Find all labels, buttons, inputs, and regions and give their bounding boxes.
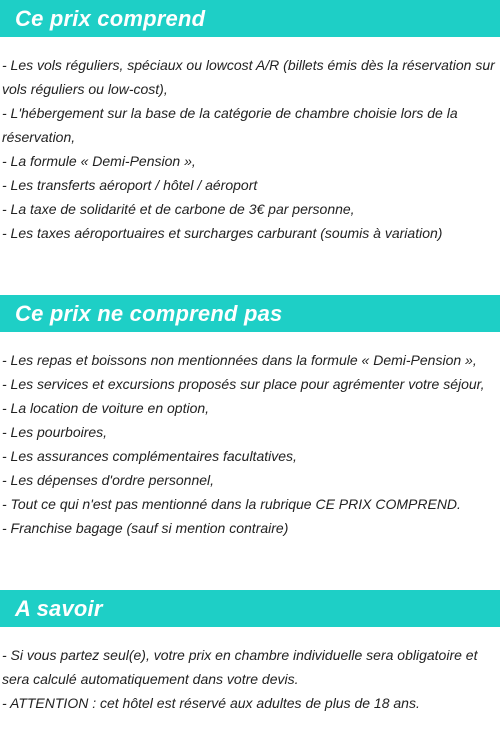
section-a-savoir-header: [0, 590, 500, 627]
included-list: [0, 53, 500, 245]
list-item: - La location de voiture en option,: [2, 400, 210, 416]
list-item: - L'hébergement sur la base de la catégorie de chambre choisie lors de la réservation,: [2, 105, 458, 145]
section-included-title: Ce prix comprend: [15, 5, 206, 31]
list-item: - La taxe de solidarité et de carbone de 3€ par personne,: [2, 201, 355, 217]
list-item: - Les assurances complémentaires facultatives,: [2, 448, 297, 464]
section-included-header: [0, 0, 500, 37]
list-item: - Les taxes aéroportuaires et surcharges carburant (soumis à variation): [2, 225, 443, 241]
list-item: - Tout ce qui n'est pas mentionné dans la rubrique CE PRIX COMPREND.: [2, 496, 461, 512]
list-item: - Les vols réguliers, spéciaux ou lowcost A/R (billets émis dès la réservation sur vols réguliers ou low-cost),: [2, 57, 495, 97]
section-not-included-header: [0, 295, 500, 332]
list-item: - Les dépenses d'ordre personnel,: [2, 472, 215, 488]
list-item: - Les repas et boissons non mentionnées dans la formule « Demi-Pension »,: [2, 352, 477, 368]
section-a-savoir: [0, 590, 500, 715]
list-item: - Les services et excursions proposés sur place pour agrémenter votre séjour,: [2, 376, 485, 392]
list-item: - Les pourboires,: [2, 424, 108, 440]
section-not-included: [0, 295, 500, 540]
list-item: - Franchise bagage (sauf si mention contraire): [2, 520, 289, 536]
section-included: [0, 0, 500, 245]
list-item: - La formule « Demi-Pension »,: [2, 153, 196, 169]
section-a-savoir-title: A savoir: [15, 595, 103, 621]
list-item: - Les transferts aéroport / hôtel / aéroport: [2, 177, 258, 193]
list-item: - ATTENTION : cet hôtel est réservé aux adultes de plus de 18 ans.: [2, 695, 420, 711]
section-not-included-title: Ce prix ne comprend pas: [15, 300, 283, 326]
a-savoir-list: [0, 643, 500, 715]
not-included-list: [0, 348, 500, 540]
list-item: - Si vous partez seul(e), votre prix en chambre individuelle sera obligatoire et sera calculé automatiquement dans votre devis.: [2, 647, 478, 687]
